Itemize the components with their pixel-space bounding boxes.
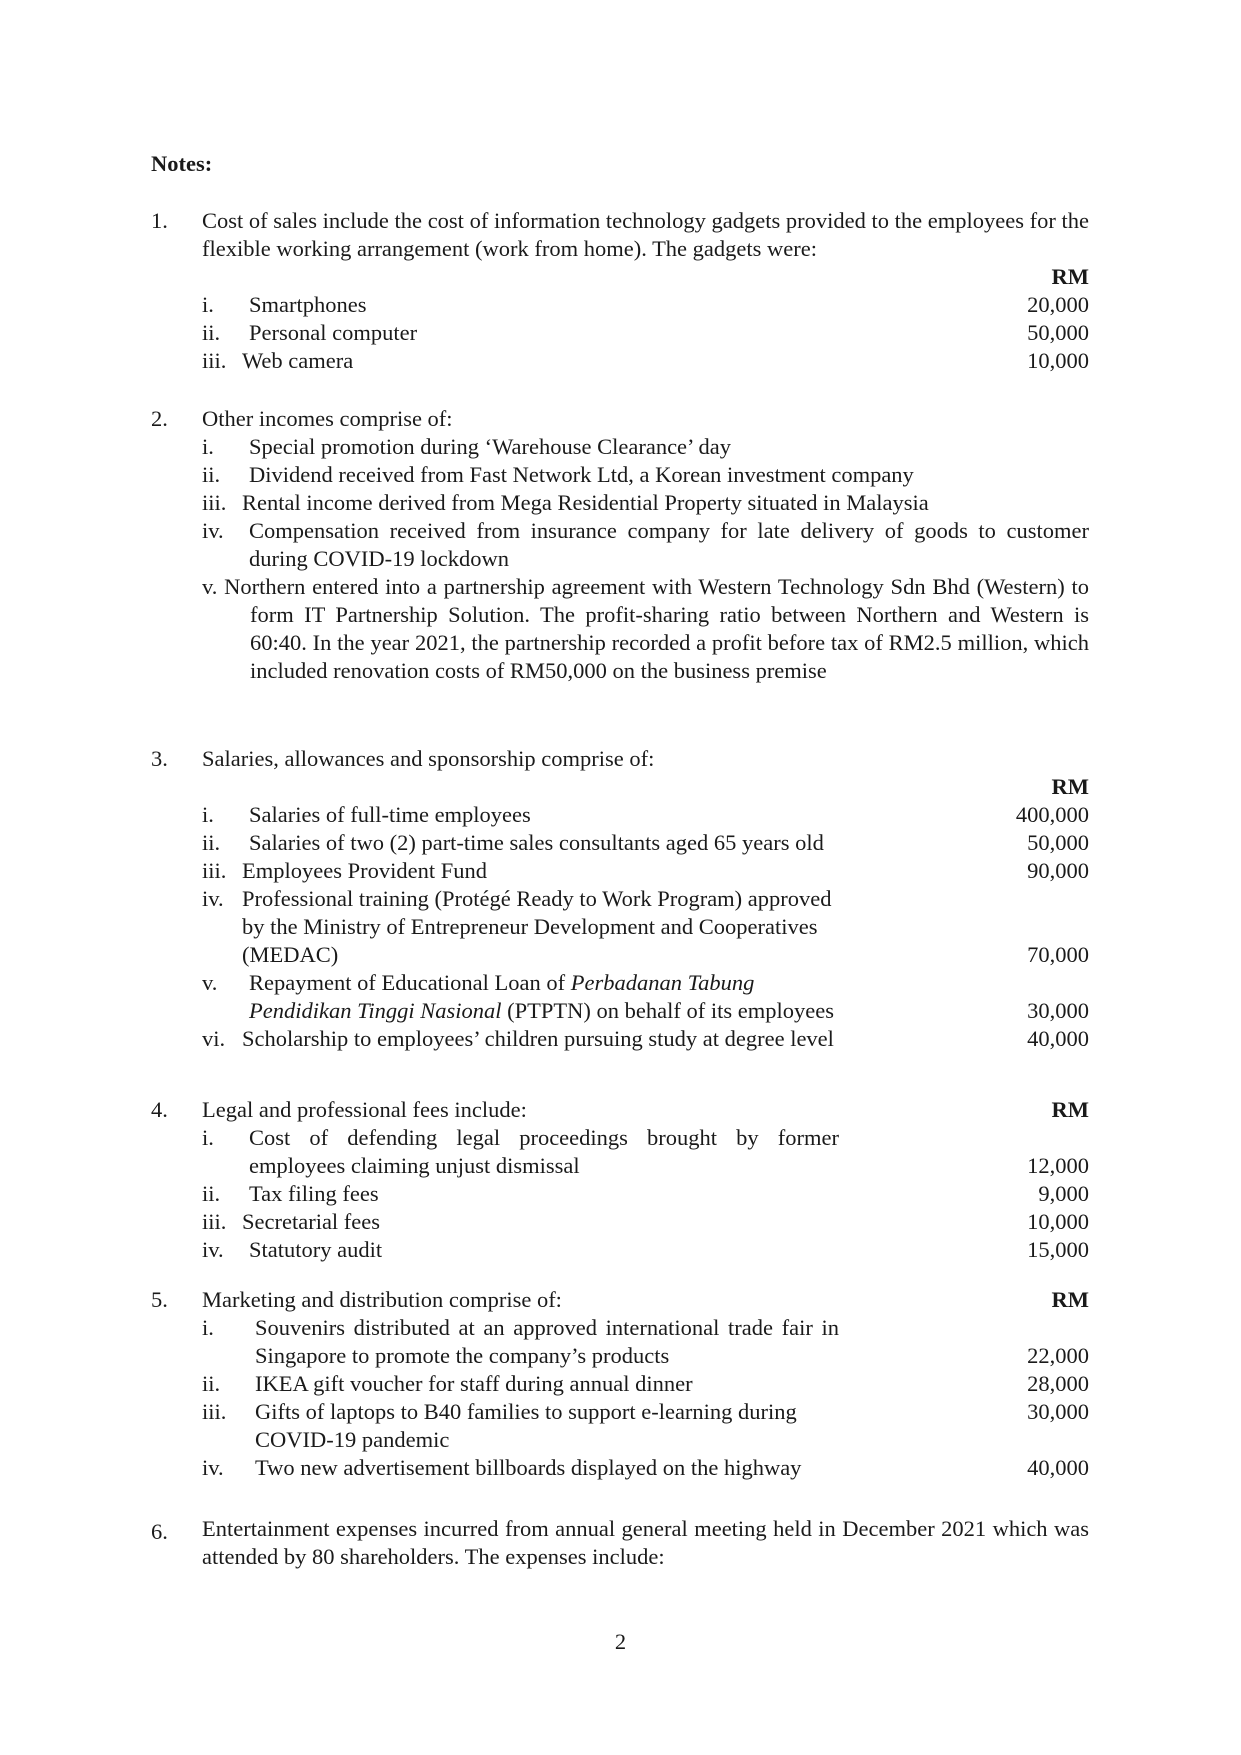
item-numeral: i. xyxy=(202,434,214,459)
item-amount: 40,000 xyxy=(1027,1026,1089,1051)
note-number: 6. xyxy=(151,1519,168,1544)
item-numeral: ii. xyxy=(202,462,221,487)
list-item xyxy=(202,433,1089,461)
note-number: 3. xyxy=(151,746,168,771)
item-text: Souvenirs distributed at an approved international trade fair in Singapore to promote the company’s products xyxy=(255,1315,839,1368)
item-amount: 30,000 xyxy=(1027,998,1089,1023)
note-intro: Other incomes comprise of: xyxy=(202,406,453,431)
item-text: Salaries of two (2) part-time sales consultants aged 65 years old xyxy=(249,830,824,855)
page-number: 2 xyxy=(614,1629,627,1654)
item-text: Cost of defending legal proceedings brought by former employees claiming unjust dismissal xyxy=(249,1125,839,1178)
note-intro: Salaries, allowances and sponsorship comprise of: xyxy=(202,746,655,771)
item-text: Personal computer xyxy=(249,320,418,345)
item-amount: 12,000 xyxy=(1027,1153,1089,1178)
list-item xyxy=(202,969,1089,1025)
item-amount: 50,000 xyxy=(1027,320,1089,345)
notes-heading: Notes: xyxy=(151,151,213,176)
list-item xyxy=(202,1025,1089,1053)
note-intro: Marketing and distribution comprise of: xyxy=(202,1287,562,1312)
rm-column-header: RM xyxy=(1051,264,1089,289)
note-intro: Legal and professional fees include: xyxy=(202,1097,527,1122)
item-text: Secretarial fees xyxy=(242,1209,381,1234)
item-amount: 70,000 xyxy=(1027,942,1089,967)
item-numeral: i. xyxy=(202,802,214,827)
note-number: 2. xyxy=(151,406,168,431)
list-item xyxy=(202,1236,1089,1264)
rm-column-header: RM xyxy=(1051,774,1089,799)
item-numeral: iii. xyxy=(202,858,227,883)
rm-column-header: RM xyxy=(1051,1287,1089,1312)
item-numeral: ii. xyxy=(202,320,221,345)
item-text: Rental income derived from Mega Residential Property situated in Malaysia xyxy=(242,490,929,515)
item-text: IKEA gift voucher for staff during annual dinner xyxy=(255,1371,693,1396)
note-intro: Entertainment expenses incurred from annual general meeting held in December 2021 which was attended by 80 shareholders. The expenses include: xyxy=(202,1516,1089,1569)
item-amount: 15,000 xyxy=(1027,1237,1089,1262)
item-text: Smartphones xyxy=(249,292,367,317)
item-text: Web camera xyxy=(242,348,354,373)
note-5 xyxy=(151,1286,1089,1482)
item-amount: 90,000 xyxy=(1027,858,1089,883)
list-item: v. Northern entered into a partnership agreement with Western Technology Sdn Bhd (Western) to form IT Partnership Solution. The profit-sharing ratio between Northern and Western is 60:40. In the year 2021, the partnership recorded a profit before tax of RM2.5 million, which included renovation costs of RM50,000 on the business premise xyxy=(202,574,1089,683)
item-text: Professional training (Protégé Ready to Work Program) approved by the Ministry of Entrepreneur Development and Cooperatives (MEDAC) xyxy=(242,886,832,967)
list-item xyxy=(202,857,1089,885)
list-item xyxy=(202,1314,1089,1370)
note-3 xyxy=(151,745,1089,1053)
item-text: Statutory audit xyxy=(249,1237,383,1262)
item-numeral: ii. xyxy=(202,1371,221,1396)
item-numeral: iii. xyxy=(202,490,227,515)
item-text: Compensation received from insurance company for late delivery of goods to customer during COVID-19 lockdown xyxy=(249,518,1089,571)
list-item xyxy=(202,461,1089,489)
note-number: 5. xyxy=(151,1287,168,1312)
item-numeral: iv. xyxy=(202,886,224,911)
note-4 xyxy=(151,1096,1089,1264)
item-text: Dividend received from Fast Network Ltd, a Korean investment company xyxy=(249,462,914,487)
item-amount: 20,000 xyxy=(1027,292,1089,317)
list-item xyxy=(202,1180,1089,1208)
list-item xyxy=(202,1398,1089,1454)
item-numeral: ii. xyxy=(202,830,221,855)
item-text-italic: Perbadanan Tabung Pendidikan Tinggi Nasional xyxy=(249,970,755,1023)
item-text: Repayment of Educational Loan of xyxy=(249,970,571,995)
item-text: Scholarship to employees’ children pursuing study at degree level xyxy=(242,1026,834,1051)
item-text: Special promotion during ‘Warehouse Clearance’ day xyxy=(249,434,731,459)
item-numeral: v. xyxy=(202,970,218,995)
list-item xyxy=(202,801,1089,829)
note-2 xyxy=(151,405,1089,685)
item-numeral: i. xyxy=(202,1315,214,1340)
item-text: Gifts of laptops to B40 families to support e-learning during COVID-19 pandemic xyxy=(255,1399,797,1452)
note-number: 1. xyxy=(151,208,168,233)
item-numeral: iv. xyxy=(202,1237,224,1262)
note-number: 4. xyxy=(151,1097,168,1122)
rm-column-header: RM xyxy=(1051,1097,1089,1122)
item-numeral: vi. xyxy=(202,1026,226,1051)
list-item xyxy=(202,1124,1089,1180)
list-item xyxy=(202,829,1089,857)
item-numeral: i. xyxy=(202,292,214,317)
list-item xyxy=(202,489,1089,517)
item-numeral: ii. xyxy=(202,1181,221,1206)
item-amount: 400,000 xyxy=(1015,802,1089,827)
note-1 xyxy=(151,207,1089,375)
item-amount: 40,000 xyxy=(1027,1455,1089,1480)
note-intro: Cost of sales include the cost of information technology gadgets provided to the employees for the flexible working arrangement (work from home). The gadgets were: xyxy=(202,208,1089,261)
item-numeral: iv. xyxy=(202,518,224,543)
item-text: Two new advertisement billboards displayed on the highway xyxy=(255,1455,802,1480)
list-item xyxy=(202,885,1089,969)
item-amount: 28,000 xyxy=(1027,1371,1089,1396)
item-amount: 10,000 xyxy=(1027,1209,1089,1234)
item-amount: 10,000 xyxy=(1027,348,1089,373)
item-amount: 50,000 xyxy=(1027,830,1089,855)
item-amount: 22,000 xyxy=(1027,1343,1089,1368)
list-item xyxy=(202,319,1089,347)
item-numeral: iii. xyxy=(202,348,227,373)
list-item xyxy=(202,517,1089,573)
item-numeral: iii. xyxy=(202,1209,227,1234)
list-item xyxy=(202,1370,1089,1398)
item-amount: 30,000 xyxy=(1027,1399,1089,1424)
item-text: Employees Provident Fund xyxy=(242,858,487,883)
item-text: (PTPTN) on behalf of its employees xyxy=(501,998,834,1023)
list-item xyxy=(202,1454,1089,1482)
list-item xyxy=(202,1208,1089,1236)
list-item xyxy=(202,291,1089,319)
item-text: Tax filing fees xyxy=(249,1181,379,1206)
item-numeral: i. xyxy=(202,1125,214,1150)
item-amount: 9,000 xyxy=(1038,1181,1089,1206)
item-numeral: iii. xyxy=(202,1399,227,1424)
item-text: Salaries of full-time employees xyxy=(249,802,531,827)
item-numeral: iv. xyxy=(202,1455,224,1480)
note-6 xyxy=(151,1515,1089,1571)
list-item xyxy=(202,347,1089,375)
